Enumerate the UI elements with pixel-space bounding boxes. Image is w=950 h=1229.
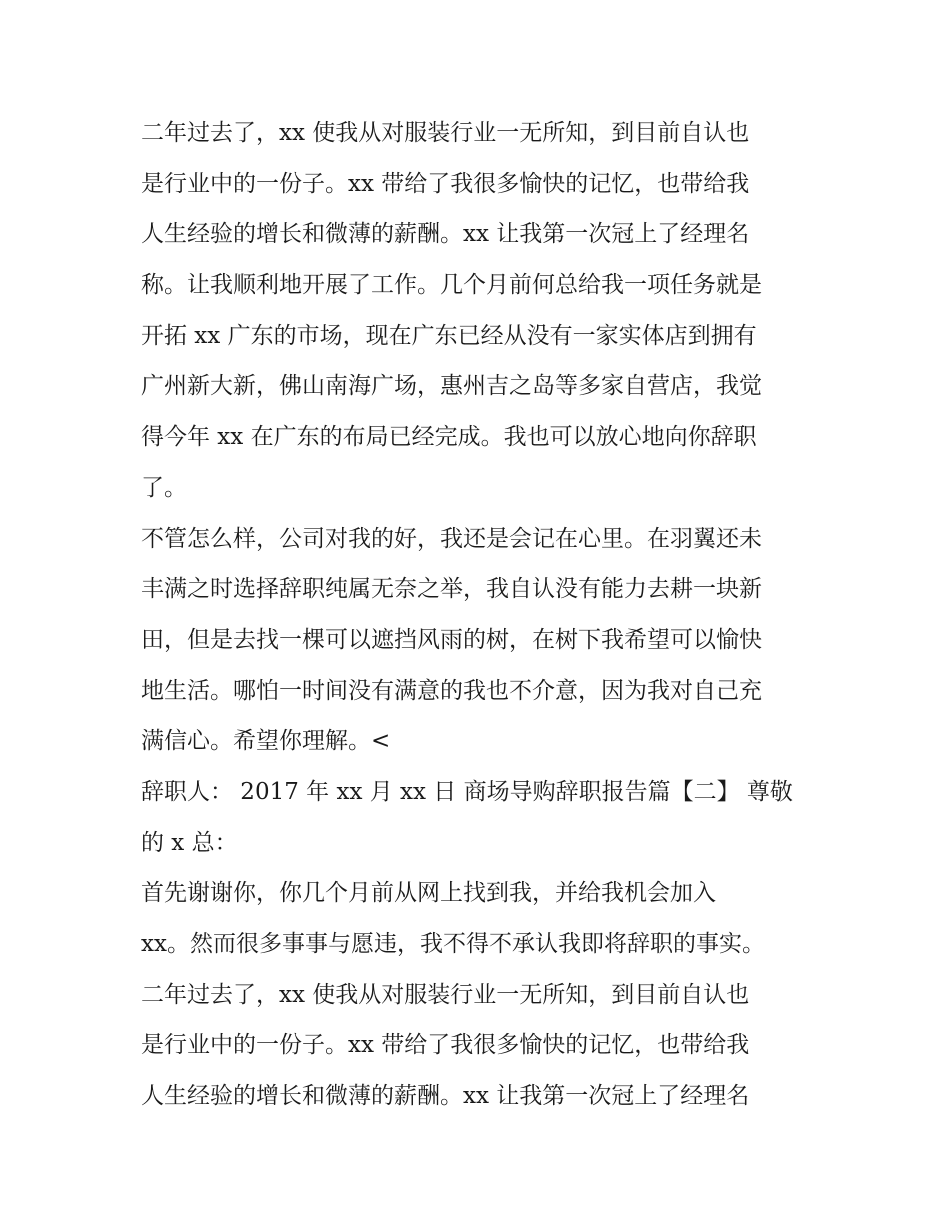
body-text: [141, 108, 821, 1122]
text-line-15: 的 x 总：: [141, 829, 238, 856]
text-line-16: 首先谢谢你，你几个月前从网上找到我，并给我机会加入: [141, 880, 716, 907]
text-line-7: 得今年 xx 在广东的布局已经完成。我也可以放心地向你辞职: [141, 424, 757, 451]
text-line-17: xx。然而很多事事与愿违，我不得不承认我即将辞职的事实。: [141, 931, 765, 957]
text-line-20: 人生经验的增长和微薄的薪酬。xx 让我第一次冠上了经理名: [141, 1083, 750, 1110]
text-line-11: 田，但是去找一棵可以遮挡风雨的树，在树下我希望可以愉快: [141, 626, 762, 653]
text-line-18: 二年过去了，xx 使我从对服装行业一无所知，到目前自认也: [141, 981, 750, 1008]
text-line-9: 不管怎么样，公司对我的好，我还是会记在心里。在羽翼还未: [141, 525, 762, 552]
text-line-6: 广州新大新，佛山南海广场，惠州吉之岛等多家自营店，我觉: [141, 373, 762, 400]
text-line-8: 了。: [141, 474, 187, 501]
text-line-5: 开拓 xx 广东的市场，现在广东已经从没有一家实体店到拥有: [141, 322, 757, 349]
text-line-13: 满信心。希望你理解。<: [141, 728, 391, 755]
text-line-19: 是行业中的一份子。xx 带给了我很多愉快的记忆，也带给我: [141, 1032, 750, 1059]
text-line-10: 丰满之时选择辞职纯属无奈之举，我自认没有能力去耕一块新: [141, 576, 762, 603]
text-line-1: 二年过去了，xx 使我从对服装行业一无所知，到目前自认也: [141, 120, 750, 146]
text-line-2: 是行业中的一份子。xx 带给了我很多愉快的记忆，也带给我: [141, 170, 750, 197]
text-line-12: 地生活。哪怕一时间没有满意的我也不介意，因为我对自己充: [141, 677, 762, 704]
text-line-3: 人生经验的增长和微薄的薪酬。xx 让我第一次冠上了经理名: [141, 221, 750, 248]
text-line-4: 称。让我顺利地开展了工作。几个月前何总给我一项任务就是: [141, 272, 762, 299]
text-line-14: 辞职人： 2017 年 xx 月 xx 日 商场导购辞职报告篇【二】 尊敬: [141, 778, 793, 805]
